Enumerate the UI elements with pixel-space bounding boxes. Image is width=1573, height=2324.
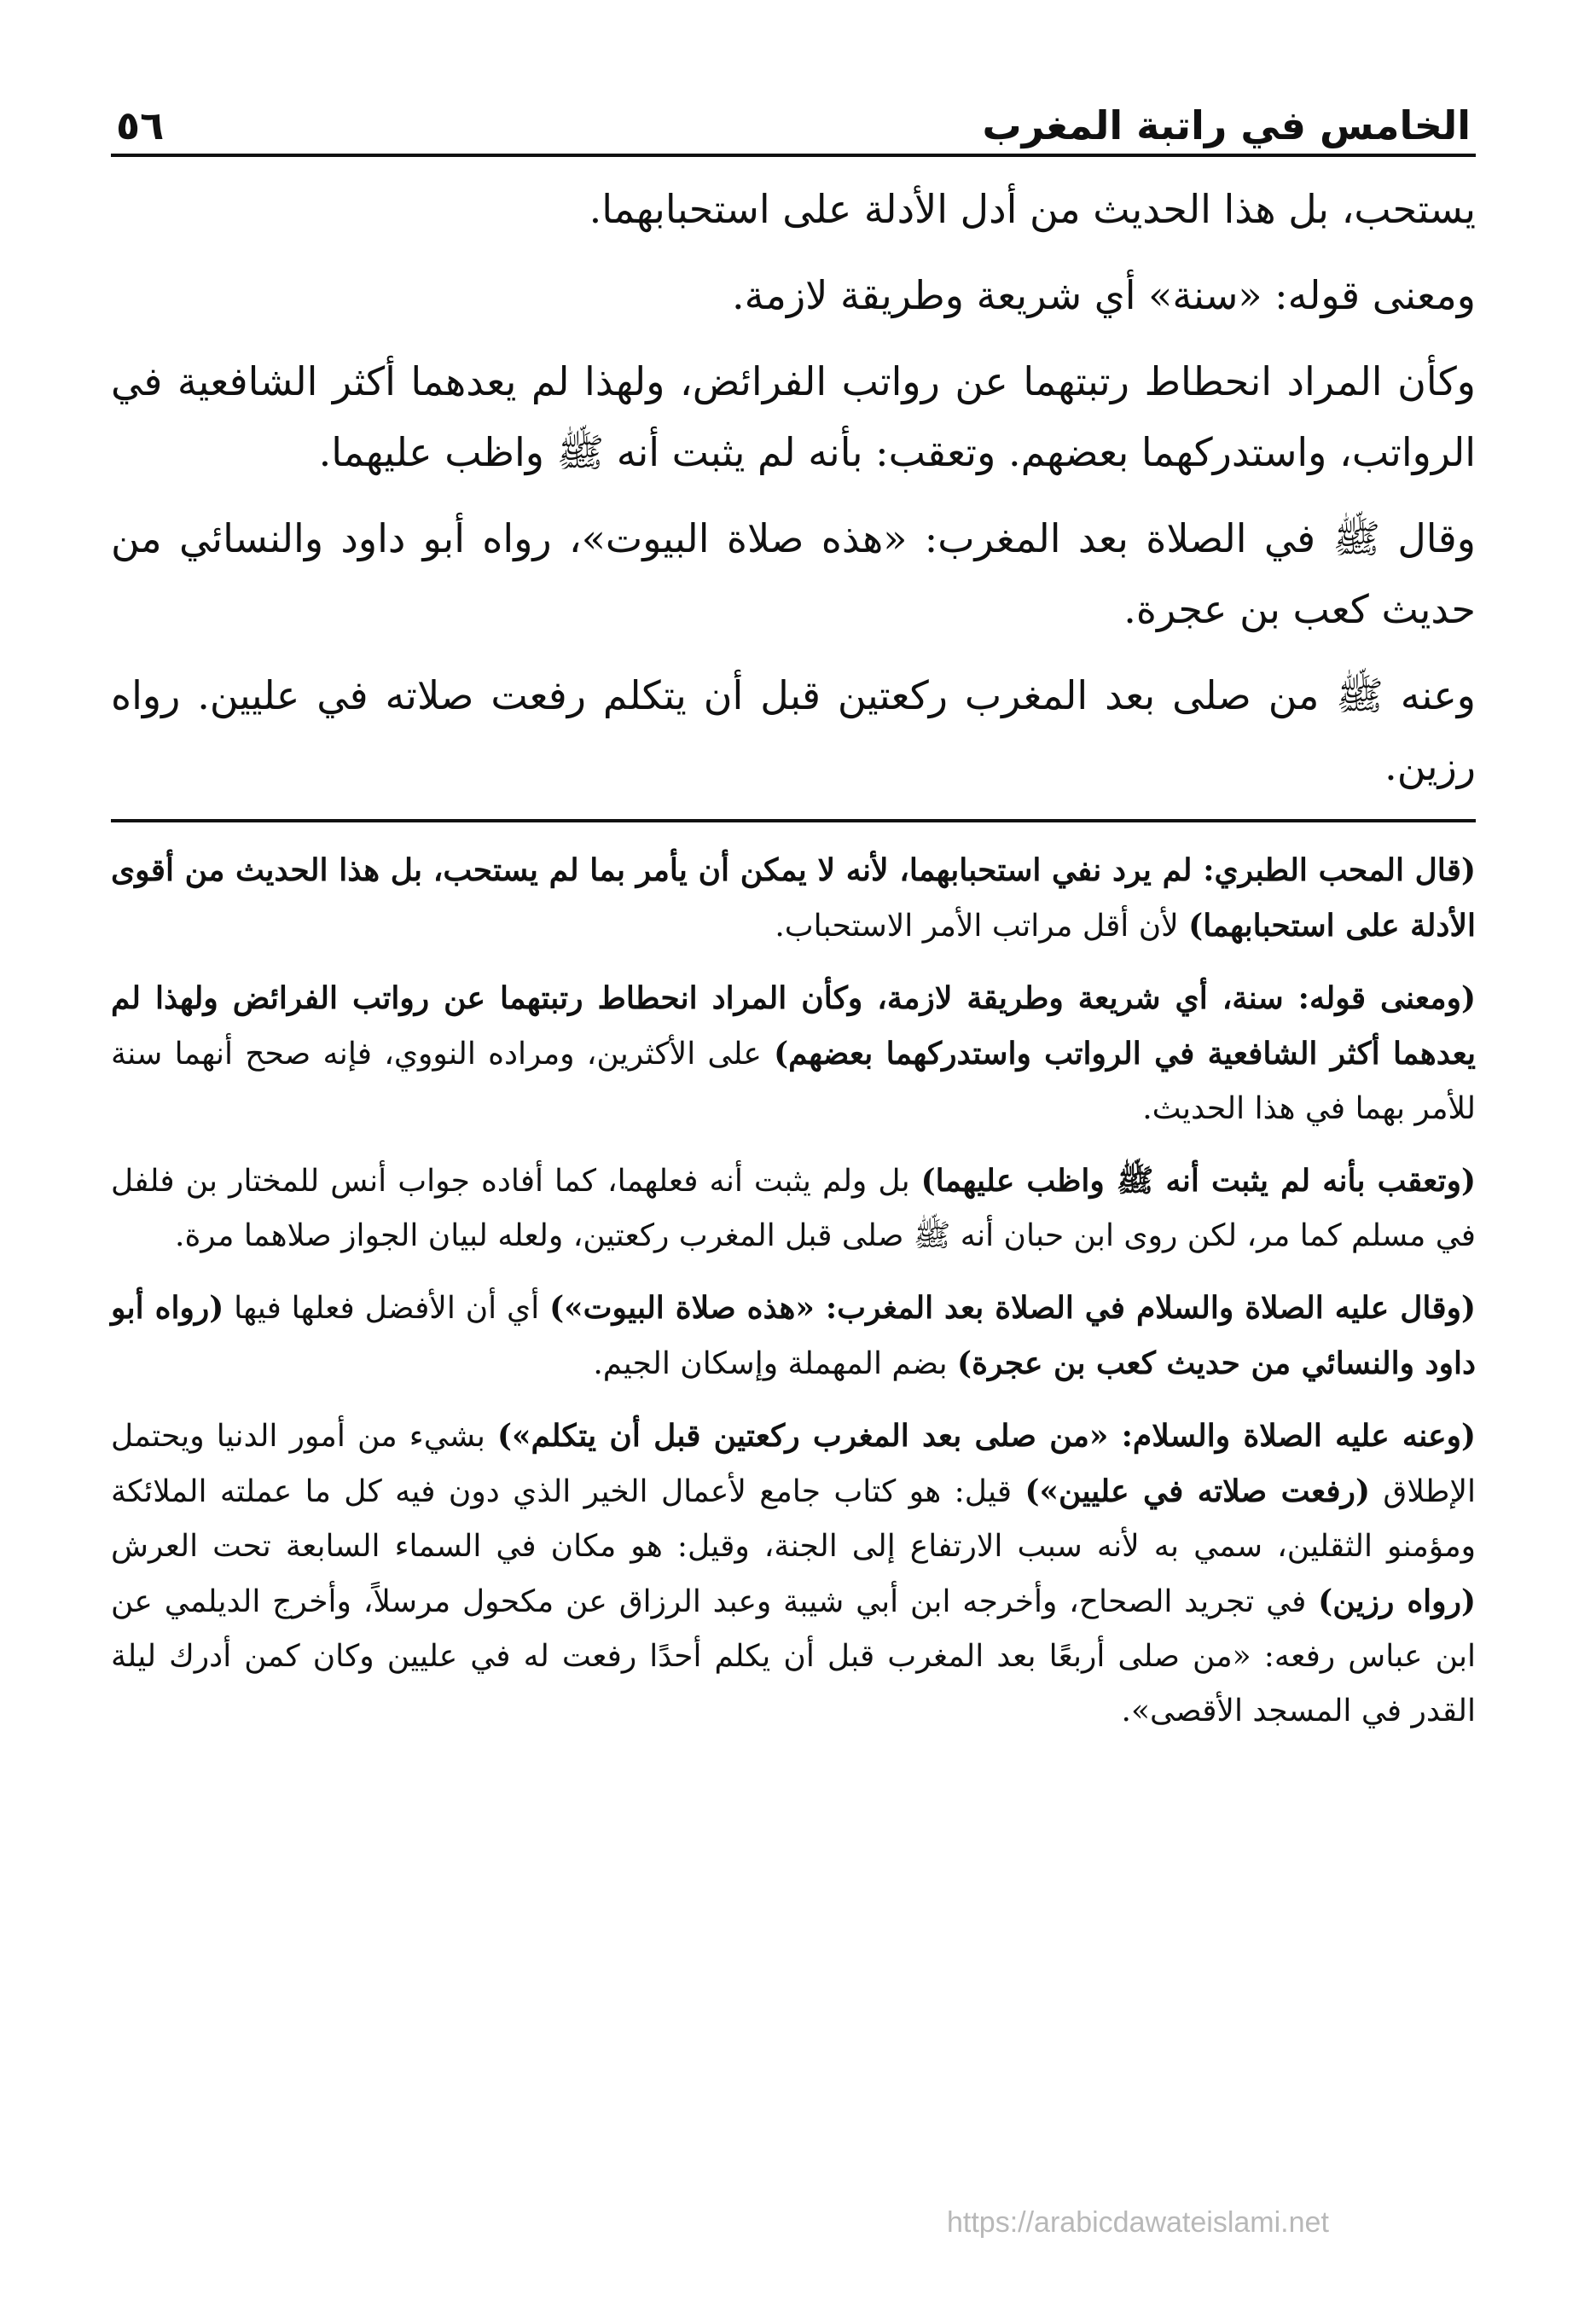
explanation-text: بل ولم يثبت أنه فعلهما، كما أفاده جواب أنس للمختار بن فلفل في مسلم كما مر، لكن روى ابن حبان أنه ﷺ صلى قبل المغرب ركعتين، ولعله لبيان الجواز صلاهما مرة. (111, 1164, 1476, 1253)
explanation-text: بشيء من أمور الدنيا ويحتمل الإطلاق (111, 1419, 1476, 1509)
explanation-text: لأن أقل مراتب الأمر الاستحباب. (775, 909, 1189, 944)
quoted-text: (وعنه عليه الصلاة والسلام: «من صلى بعد المغرب ركعتين قبل أن يتكلم») (497, 1418, 1476, 1454)
commentary-paragraph (111, 843, 1476, 954)
quoted-text: (قال المحب الطبري: لم يرد نفي استحبابهما، لأنه لا يمكن أن يأمر بما لم يستحب، بل هذا الحديث من أقوى الأدلة على استحبابهما) (111, 852, 1477, 944)
section-divider (111, 819, 1476, 822)
explanation-text: قيل: هو كتاب جامع لأعمال الخير الذي دون فيه كل ما عملته الملائكة ومؤمنو الثقلين، سمي به لأنه سبب الارتفاع إلى الجنة، وقيل: هو مكان في السماء السابعة تحت العرش (111, 1474, 1476, 1564)
page-number: ٥٦ (116, 102, 165, 148)
main-paragraph: يستحب، بل هذا الحديث من أدل الأدلة على استحبابهما. (589, 186, 1476, 232)
commentary-paragraph (111, 1281, 1476, 1391)
quoted-text: (رفعت صلاته في عليين») (1024, 1473, 1370, 1509)
book-page (111, 85, 1476, 1739)
quoted-text: (وتعقب بأنه لم يثبت أنه ﷺ واظب عليهما) (920, 1163, 1476, 1199)
main-paragraph: وعنه ﷺ من صلى بعد المغرب ركعتين قبل أن يتكلم رفعت صلاته في عليين. رواه رزين. (111, 672, 1476, 789)
commentary-paragraph (111, 971, 1476, 1136)
quoted-text: (ومعنى قوله: سنة، أي شريعة وطريقة لازمة، وكأن المراد انحطاط رتبتهما عن رواتب الفرائض ولهذا لم يعدهما أكثر الشافعية في الرواتب واستدركهما بعضهم) (111, 980, 1476, 1072)
commentary (111, 843, 1476, 1739)
main-paragraph: وقال ﷺ في الصلاة بعد المغرب: «هذه صلاة البيوت»، رواه أبو داود والنسائي من حديث كعب بن عجرة. (111, 515, 1476, 632)
commentary-paragraph (111, 1153, 1476, 1264)
main-text (111, 174, 1476, 802)
explanation-text: في تجريد الصحاح، وأخرجه ابن أبي شيبة وعبد الرزاق عن مكحول مرسلاً، وأخرج الديلمي عن ابن عباس رفعه: «من صلى أربعًا بعد المغرب قبل أن يكلم أحدًا رفعت له في عليين وكان كمن أدرك ليلة القدر في المسجد الأقصى». (111, 1584, 1476, 1728)
explanation-text: على الأكثرين، ومراده النووي، فإنه صحح أنهما سنة للأمر بهما في هذا الحديث. (111, 1037, 1476, 1126)
section-title: الخامس في راتبة المغرب (982, 102, 1471, 148)
running-header (111, 85, 1476, 157)
quoted-text: (وقال عليه الصلاة والسلام في الصلاة بعد المغرب: «هذه صلاة البيوت») (549, 1290, 1476, 1326)
main-paragraph: ومعنى قوله: «سنة» أي شريعة وطريقة لازمة. (732, 272, 1476, 318)
quoted-text: (رواه رزين) (1318, 1583, 1476, 1619)
main-paragraph: وكأن المراد انحطاط رتبتهما عن رواتب الفرائض، ولهذا لم يعدهما أكثر الشافعية في الرواتب، واستدركهما بعضهم. وتعقب: بأنه لم يثبت أنه ﷺ واظب عليهما. (111, 358, 1476, 475)
watermark-url: https://arabicdawateislami.net (947, 2206, 1329, 2239)
commentary-paragraph (111, 1409, 1476, 1739)
quoted-text: (رواه أبو داود والنسائي من حديث كعب بن عجرة) (111, 1290, 1476, 1381)
explanation-text: بضم المهملة وإسكان الجيم. (593, 1346, 958, 1381)
explanation-text: أي أن الأفضل فعلها فيها (223, 1291, 550, 1326)
